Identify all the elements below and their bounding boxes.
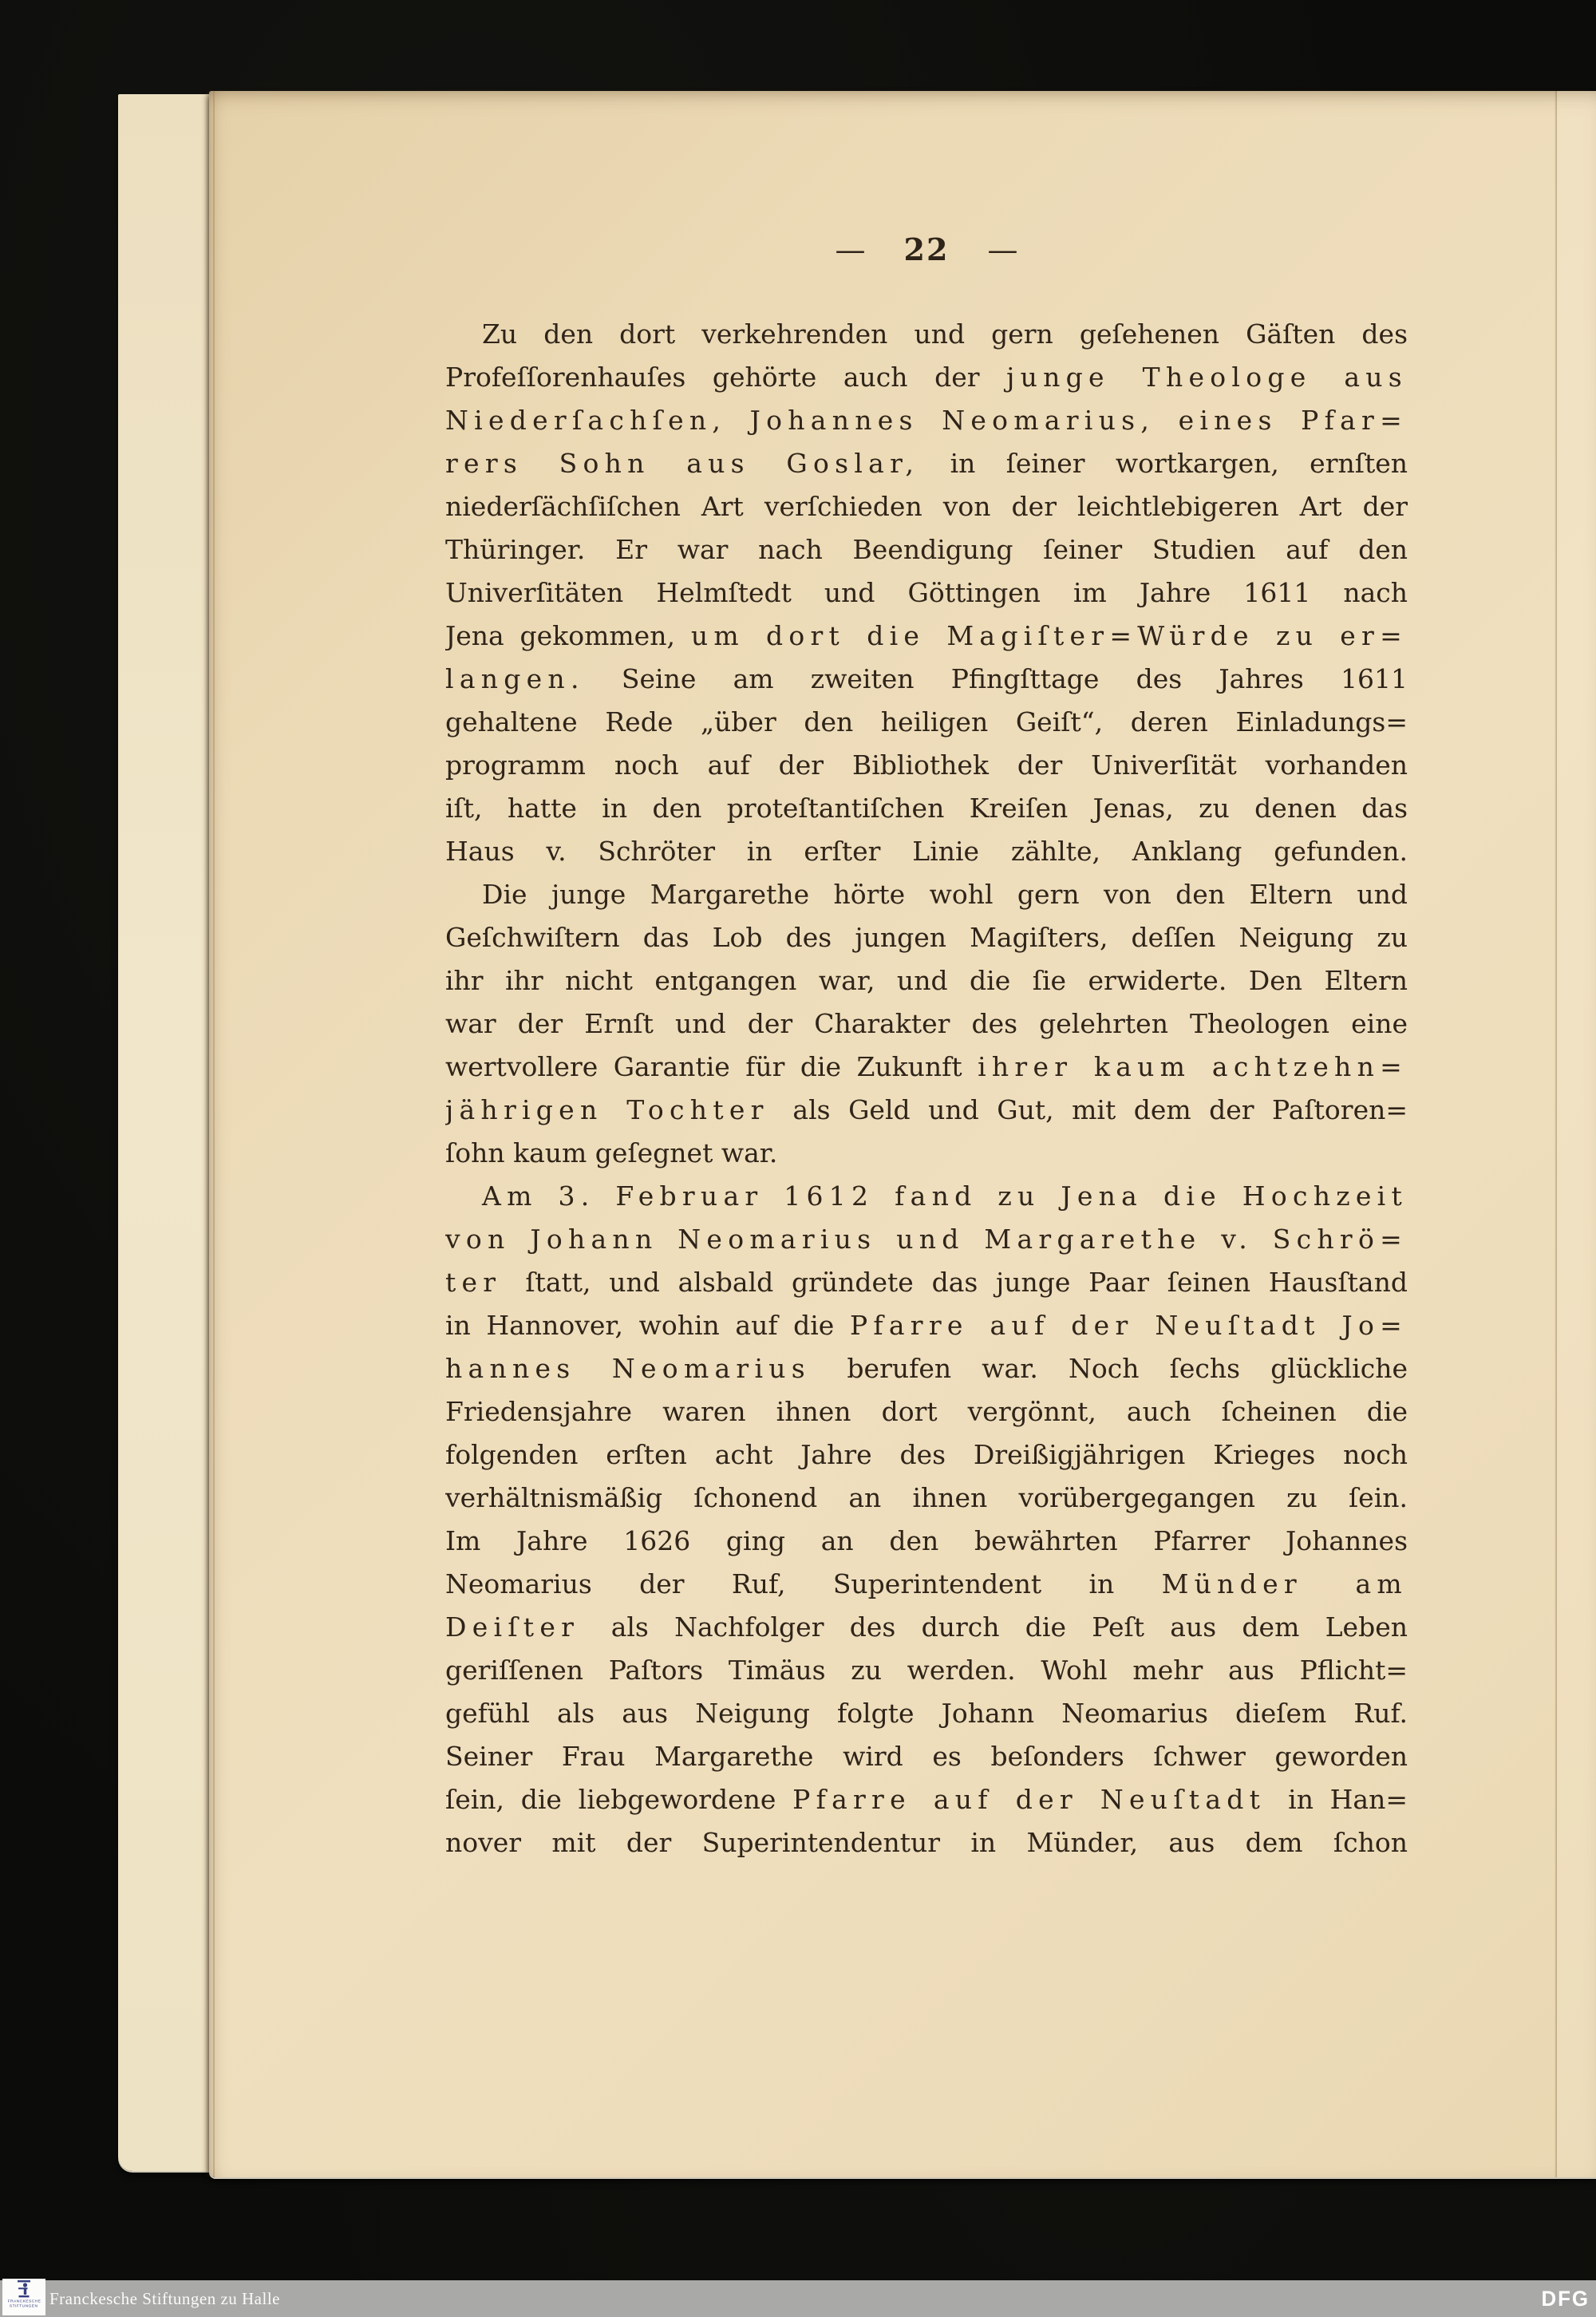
text-segment: Pfarre auf der Neuſtadt Jo=	[849, 1310, 1408, 1341]
text-line	[445, 1606, 1408, 1649]
text-line	[445, 356, 1408, 399]
text-segment: langen.	[445, 663, 585, 694]
text-segment: Jena gekommen,	[445, 620, 691, 651]
text-line	[445, 313, 1408, 356]
text-line	[445, 1649, 1408, 1692]
text-line	[445, 1821, 1408, 1864]
text-segment: Haus v. Schröter in erſter Linie zählte, Anklang gefunden.	[445, 836, 1408, 867]
text-segment: von Johann Neomarius und Margarethe v. Schrö=	[445, 1224, 1408, 1255]
text-segment: als Nachfolger des durch die Peſt aus dem Leben	[610, 1611, 1408, 1643]
text-line	[445, 1477, 1408, 1520]
text-segment: ihrer kaum achtzehn=	[978, 1051, 1408, 1082]
text-segment: ſtatt, und alsbald gründete das junge Paar ſeinen Hausſtand	[525, 1267, 1408, 1298]
text-segment: ihr ihr nicht entgangen war, und die ſie erwiderte. Den Eltern	[445, 965, 1408, 996]
text-segment: Am 3. Februar 1612 fand zu Jena die Hochzeit	[482, 1180, 1408, 1212]
text-segment: hannes Neomarius	[445, 1353, 847, 1384]
text-segment: gehaltene Rede „über den heiligen Geiſt“, deren Einladungs=	[445, 706, 1408, 737]
text-line	[445, 744, 1408, 787]
text-segment: niederſächſiſchen Art verſchieden von der leichtlebigeren Art der	[445, 491, 1408, 522]
text-line	[445, 1390, 1408, 1433]
text-line	[445, 1520, 1408, 1563]
franckesche-logo-text-line1: FRANCKESCHE	[7, 2299, 41, 2303]
dfg-logo: DFG	[1541, 2287, 1590, 2311]
text-line	[445, 528, 1408, 571]
text-line	[445, 787, 1408, 830]
text-segment: ſohn kaum geſegnet war.	[445, 1137, 778, 1168]
text-segment: in Han=	[1288, 1784, 1408, 1815]
text-line	[445, 615, 1408, 658]
text-segment: Seiner Frau Margarethe wird es beſonders ſchwer geworden	[445, 1741, 1408, 1772]
book-page-scan	[209, 91, 1596, 2177]
page-number: 22	[903, 231, 950, 267]
text-segment: in Hannover, wohin auf die	[445, 1310, 850, 1341]
text-line	[445, 1563, 1408, 1606]
text-block	[445, 313, 1408, 1864]
text-line	[445, 1175, 1408, 1218]
text-line	[445, 830, 1408, 873]
text-segment: als Geld und Gut, mit dem der Paſtoren=	[792, 1094, 1408, 1125]
text-line	[445, 1002, 1408, 1046]
text-segment: programm noch auf der Bibliothek der Univerſität vorhanden	[445, 749, 1408, 781]
header-right-dash: —	[987, 232, 1018, 267]
text-segment: nover mit der Superintendentur in Münder, aus dem ſchon	[445, 1827, 1408, 1858]
text-segment: Univerſitäten Helmſtedt und Göttingen im Jahre 1611 nach	[445, 577, 1408, 608]
text-line	[445, 701, 1408, 744]
text-segment: ſein, die liebgewordene	[445, 1784, 793, 1815]
text-line	[445, 959, 1408, 1002]
text-segment: Münder am	[1161, 1568, 1408, 1599]
text-line	[445, 916, 1408, 959]
text-segment: Geſchwiſtern das Lob des jungen Magiſters, deſſen Neigung zu	[445, 922, 1408, 953]
text-line	[445, 442, 1408, 485]
text-segment: geriſſenen Paſtors Timäus zu werden. Wohl mehr aus Pflicht=	[445, 1655, 1408, 1686]
text-segment: Seine am zweiten Pfingſttage des Jahres 1611	[584, 663, 1408, 694]
text-line	[445, 1132, 1408, 1175]
text-segment: ter	[445, 1267, 526, 1298]
text-segment: verhältnismäßig ſchonend an ihnen vorübergegangen zu ſein.	[445, 1482, 1408, 1513]
text-segment: um dort die Magiſter=Würde zu er=	[690, 620, 1408, 651]
text-segment: Die junge Margarethe hörte wohl gern von den Eltern und	[482, 879, 1408, 910]
text-segment: Im Jahre 1626 ging an den bewährten Pfarrer Johannes	[445, 1525, 1408, 1556]
footer-bar	[0, 2280, 1596, 2317]
text-segment: Niederſachſen, Johannes Neomarius, eines Pfar=	[445, 405, 1408, 436]
institution-label: Franckesche Stiftungen zu Halle	[49, 2289, 280, 2308]
text-segment: wertvollere Garantie für die Zukunft	[445, 1051, 978, 1082]
text-line	[445, 1778, 1408, 1821]
text-segment: war der Ernſt und der Charakter des gelehrten Theologen eine	[445, 1008, 1408, 1039]
text-segment: gefühl als aus Neigung folgte Johann Neomarius dieſem Ruf.	[445, 1698, 1408, 1729]
header-left-dash: —	[835, 232, 866, 267]
text-line	[445, 873, 1408, 916]
text-segment: junge Theologe aus	[1006, 362, 1408, 393]
text-line	[445, 399, 1408, 442]
text-segment: jährigen Tochter	[445, 1094, 793, 1125]
text-segment: Thüringer. Er war nach Beendigung ſeiner Studien auf den	[445, 534, 1408, 565]
text-segment: iſt, hatte in den proteſtantiſchen Kreiſen Jenas, zu denen das	[445, 793, 1408, 824]
text-line	[445, 1089, 1408, 1132]
text-line	[445, 1304, 1408, 1347]
text-segment: Deiſter	[445, 1611, 611, 1643]
text-segment: folgenden erſten acht Jahre des Dreißigjährigen Krieges noch	[445, 1439, 1408, 1470]
page-crease-highlight	[1557, 91, 1596, 2177]
text-line	[445, 1218, 1408, 1261]
text-line	[445, 485, 1408, 528]
text-line	[445, 1046, 1408, 1089]
text-line	[445, 571, 1408, 615]
text-segment: Profeſſorenhauſes gehörte auch der	[445, 362, 1007, 393]
text-segment: in ſeiner wortkargen, ernſten	[919, 448, 1408, 479]
page-header	[445, 231, 1408, 267]
text-line	[445, 1692, 1408, 1735]
text-line	[445, 1347, 1408, 1390]
text-segment: berufen war. Noch ſechs glückliche	[847, 1353, 1408, 1384]
franckesche-logo-text-line2: STIFTUNGEN	[10, 2304, 38, 2308]
text-segment: rers Sohn aus Goslar,	[445, 448, 920, 479]
franckesche-logo	[2, 2279, 45, 2315]
text-segment: Zu den dort verkehrenden und gern geſehenen Gäſten des	[482, 318, 1408, 350]
underlying-page-edge	[118, 94, 222, 2171]
text-line	[445, 1735, 1408, 1778]
text-segment: Pfarre auf der Neuſtadt	[792, 1784, 1289, 1815]
text-line	[445, 1261, 1408, 1304]
text-segment: Friedensjahre waren ihnen dort vergönnt, auch ſcheinen die	[445, 1396, 1408, 1427]
franckesche-logo-icon	[15, 2280, 33, 2299]
text-line	[445, 1433, 1408, 1477]
text-segment: Neomarius der Ruf, Superintendent in	[445, 1568, 1162, 1599]
text-line	[445, 658, 1408, 701]
